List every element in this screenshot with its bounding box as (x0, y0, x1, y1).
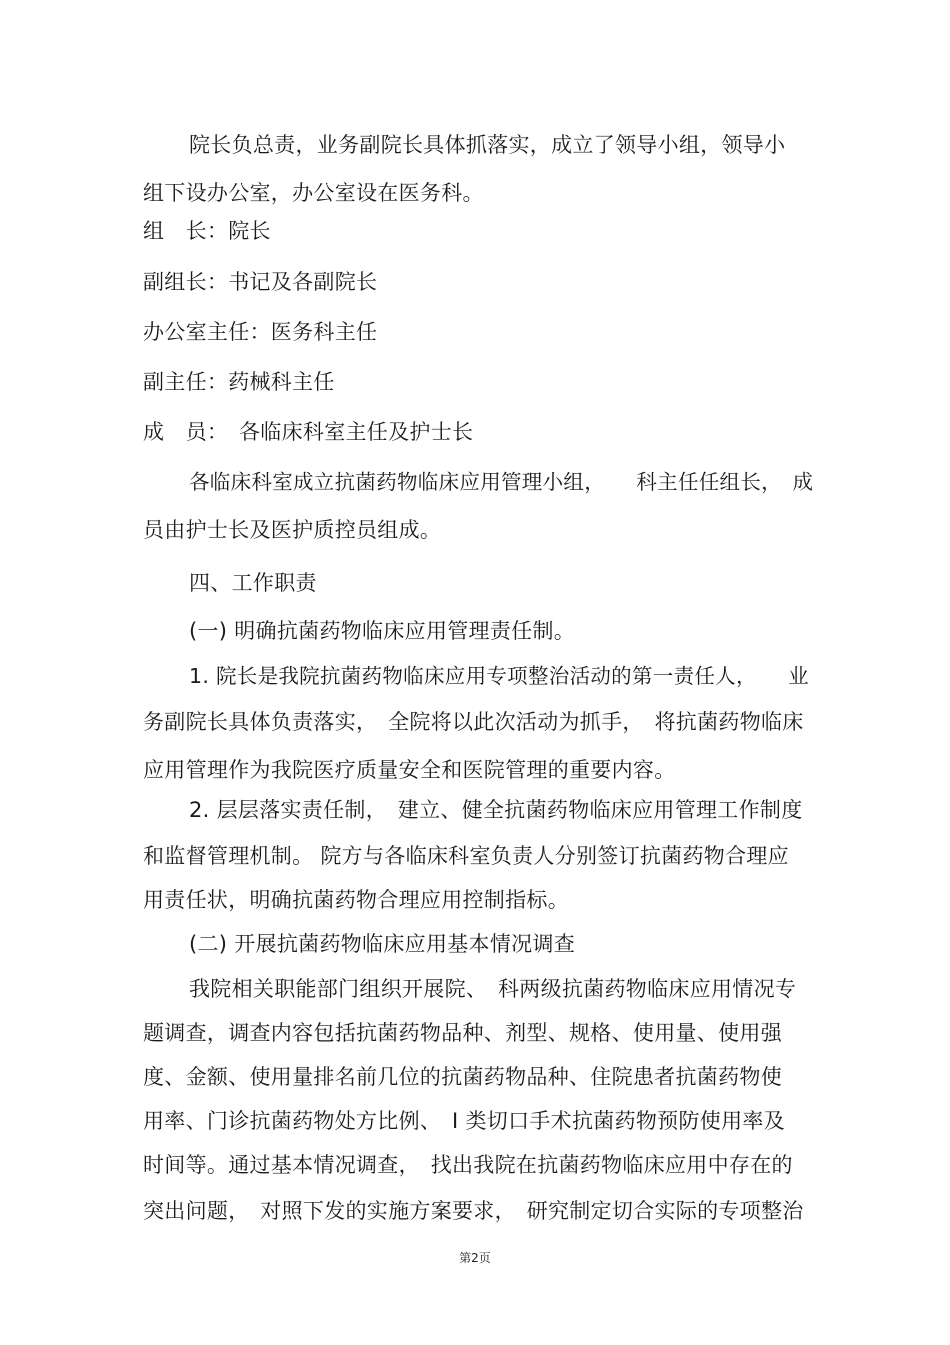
text-line-9: 员由护士长及医护质控员组成。 (143, 518, 442, 542)
text-line-15: 2. 层层落实责任制， 建立、健全抗菌药物临床应用管理工作制度 (189, 798, 803, 822)
text-line-16: 和监督管理机制。 院方与各临床科室负责人分别签订抗菌药物合理应 (143, 844, 789, 868)
text-line-6: 副主任：药械科主任 (143, 370, 335, 394)
text-line-1: 院长负总责，业务副院长具体抓落实，成立了领导小组，领导小 (189, 133, 786, 157)
text-line-7: 成 员： 各临床科室主任及护士长 (143, 420, 474, 444)
subsection-heading-2: (二) 开展抗菌药物临床应用基本情况调查 (189, 932, 576, 956)
page-number: 第2页 (459, 1251, 491, 1265)
text-line-4: 副组长：书记及各副院长 (143, 270, 378, 294)
text-line-8: 各临床科室成立抗菌药物临床应用管理小组， 科主任任组长， 成 (189, 470, 814, 494)
text-line-17: 用责任状，明确抗菌药物合理应用控制指标。 (143, 888, 569, 912)
text-line-3: 组 长：院长 (143, 219, 271, 243)
text-line-20: 题调查，调查内容包括抗菌药物品种、剂型、规格、使用量、使用强 (143, 1021, 782, 1045)
section-heading-4: 四、工作职责 (189, 571, 317, 595)
text-line-12: 1. 院长是我院抗菌药物临床应用专项整治活动的第一责任人， 业 (189, 664, 809, 688)
text-line-23: 时间等。通过基本情况调查， 找出我院在抗菌药物临床应用中存在的 (143, 1153, 793, 1177)
text-line-19: 我院相关职能部门组织开展院、 科两级抗菌药物临床应用情况专 (189, 977, 797, 1001)
text-line-2: 组下设办公室，办公室设在医务科。 (143, 181, 484, 205)
text-line-21: 度、金额、使用量排名前几位的抗菌药物品种、住院患者抗菌药物使 (143, 1065, 782, 1089)
text-line-14: 应用管理作为我院医疗质量安全和医院管理的重要内容。 (143, 758, 676, 782)
text-line-22: 用率、门诊抗菌药物处方比例、 Ⅰ 类切口手术抗菌药物预防使用率及 (143, 1109, 785, 1133)
text-line-24: 突出问题， 对照下发的实施方案要求， 研究制定切合实际的专项整治 (143, 1199, 804, 1223)
text-line-13: 务副院长具体负责落实， 全院将以此次活动为抓手， 将抗菌药物临床 (143, 710, 804, 734)
subsection-heading-1: (一) 明确抗菌药物临床应用管理责任制。 (189, 619, 576, 643)
text-line-5: 办公室主任：医务科主任 (143, 320, 378, 344)
